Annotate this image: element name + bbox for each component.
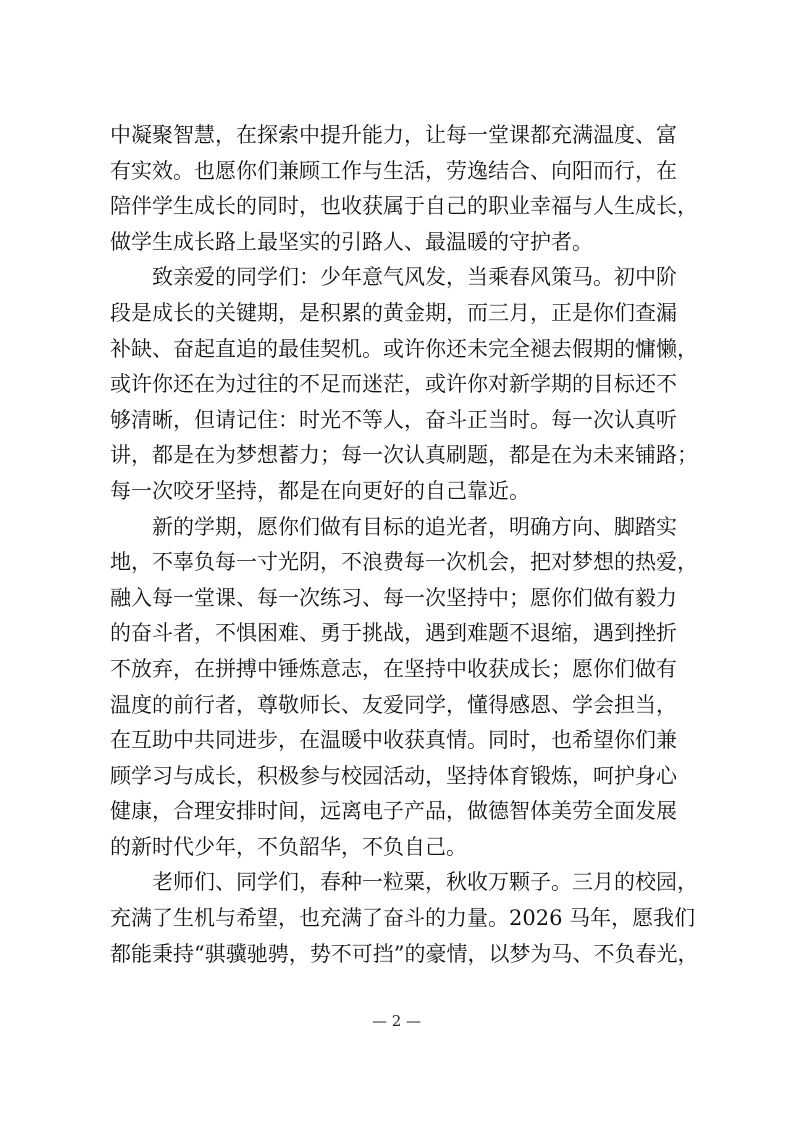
paragraph-4 (110, 865, 699, 972)
text-line: 在互助中共同进步，在温暖中收获真情。同时，也希望你们兼 (110, 728, 677, 753)
text-line: 温度的前行者，尊敬师长、友爱同学，懂得感恩、学会担当， (110, 692, 677, 717)
text-line: 有实效。也愿你们兼顾工作与生活，劳逸结合、向阳而行，在 (110, 158, 677, 183)
text-line: 充满了生机与希望，也充满了奋斗的力量。2026 马年，愿我们 (110, 906, 696, 931)
paragraph-3 (110, 510, 698, 866)
text-line: 讲，都是在为梦想蓄力；每一次认真刷题，都是在为未来铺路； (110, 443, 698, 468)
text-line: 中凝聚智慧，在探索中提升能力，让每一堂课都充满温度、富 (110, 123, 677, 147)
text-line: 新的学期，愿你们做有目标的追光者，明确方向、脚踏实 (110, 514, 677, 539)
text-line: 都能秉持“骐骥驰骋，势不可挡”的豪情，以梦为马、不负春光， (110, 941, 699, 966)
text-line: 的奋斗者，不惧困难、勇于挑战，遇到难题不退缩，遇到挫折 (110, 621, 677, 646)
document-body (110, 118, 699, 972)
text-line: 老师们、同学们，春种一粒粟，秋收万颗子。三月的校园， (110, 870, 698, 895)
text-line: 或许你还在为过往的不足而迷茫，或许你对新学期的目标还不 (110, 372, 677, 397)
text-line: 不放弃，在拼搏中锤炼意志，在坚持中收获成长；愿你们做有 (110, 656, 677, 681)
text-line: 的新时代少年，不负韶华，不负自己。 (110, 834, 467, 859)
text-line: 够清晰，但请记住：时光不等人，奋斗正当时。每一次认真听 (110, 407, 677, 432)
text-line: 每一次咬牙坚持，都是在向更好的自己靠近。 (110, 478, 530, 503)
text-line: 做学生成长路上最坚实的引路人、最温暖的守护者。 (110, 229, 593, 254)
text-line: 致亲爱的同学们：少年意气风发，当乘春风策马。初中阶 (110, 265, 677, 290)
paragraph-1 (110, 118, 698, 260)
text-line: 陪伴学生成长的同时，也收获属于自己的职业幸福与人生成长， (110, 194, 698, 219)
page-number: — 2 — (371, 1012, 422, 1030)
text-line: 融入每一堂课、每一次练习、每一次坚持中；愿你们做有毅力 (110, 585, 677, 610)
text-line: 地，不辜负每一寸光阴，不浪费每一次机会，把对梦想的热爱， (110, 550, 698, 575)
text-line: 顾学习与成长，积极参与校园活动，坚持体育锻炼，呵护身心 (110, 763, 677, 788)
text-line: 健康，合理安排时间，远离电子产品，做德智体美劳全面发展 (110, 799, 677, 824)
text-line: 段是成长的关键期，是积累的黄金期，而三月，正是你们查漏 (110, 300, 677, 325)
paragraph-2 (110, 260, 698, 509)
text-line: 补缺、奋起直追的最佳契机。或许你还未完全褪去假期的慵懒， (110, 336, 698, 361)
